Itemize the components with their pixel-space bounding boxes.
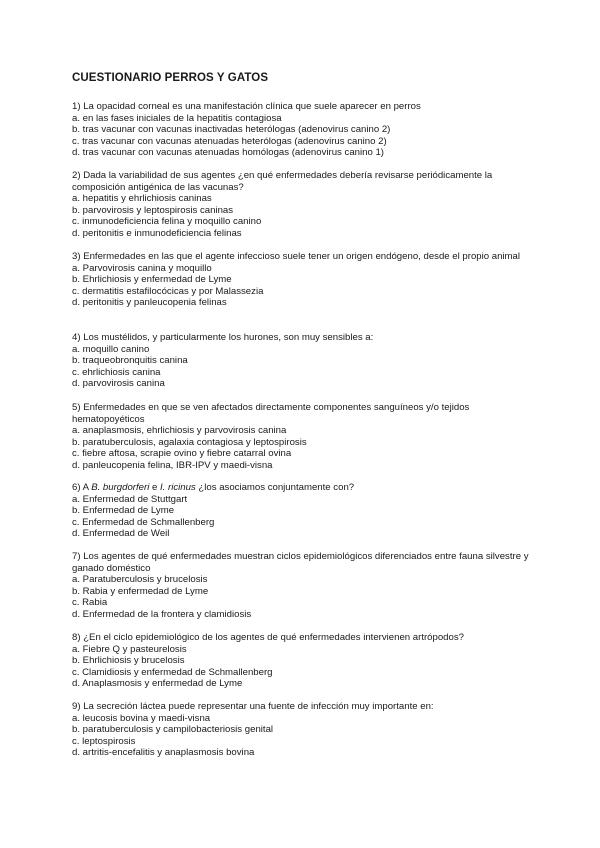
question-text-part: e — [149, 482, 160, 493]
page-title: CUESTIONARIO PERROS Y GATOS — [72, 72, 269, 84]
answer-option: b. Enfermedad de Lyme — [72, 505, 175, 517]
answer-option: d. peritonitis e inmunodeficiencia felinas — [72, 227, 242, 239]
answer-option: d. panleucopenia felina, IBR-IPV y maedi-visna — [72, 459, 273, 471]
question-text: 5) Enfermedades en que se ven afectados directamente componentes sanguíneos y/o tejidos hematopoyéticos — [72, 402, 470, 425]
answer-option: b. tras vacunar con vacunas inactivadas heterólogas (adenovirus canino 2) — [72, 124, 391, 136]
question-8 — [72, 632, 542, 690]
answer-option: d. artritis-encefalitis y anaplasmosis bovina — [72, 747, 255, 759]
answer-option: d. parvovirosis canina — [72, 378, 165, 390]
question-text-part: 6) A — [72, 482, 92, 493]
species-name-italic: I. ricinus — [160, 482, 196, 493]
answer-option: c. leptospirosis — [72, 735, 136, 747]
species-name-italic: B. burgdorferi — [91, 482, 150, 493]
answer-option: b. Ehrlichiosis y brucelosis — [72, 655, 185, 667]
answer-option: a. Fiebre Q y pasteurelosis — [72, 643, 187, 655]
answer-option: c. Enfermedad de Schmallenberg — [72, 516, 215, 528]
answer-option: a. Enfermedad de Stuttgart — [72, 493, 188, 505]
answer-option: b. Rabia y enfermedad de Lyme — [72, 585, 209, 597]
answer-option: a. Parvovirosis canina y moquillo — [72, 262, 212, 274]
answer-option: d. Anaplasmosis y enfermedad de Lyme — [72, 678, 243, 690]
answer-option: c. Rabia — [72, 597, 108, 609]
question-text: 7) Los agentes de qué enfermedades muestran ciclos epidemiológicos diferenciados entre fauna silvestre y ganado doméstico — [72, 551, 529, 574]
question-3 — [72, 251, 542, 309]
answer-option: d. peritonitis y panleucopenia felinas — [72, 297, 227, 309]
question-9 — [72, 701, 542, 759]
answer-option: d. tras vacunar con vacunas atenuadas homólogas (adenovirus canino 1) — [72, 147, 384, 159]
answer-option: c. tras vacunar con vacunas atenuadas heterólogas (adenovirus canino 2) — [72, 135, 387, 147]
question-text: 3) Enfermedades en las que el agente infeccioso suele tener un origen endógeno, desde el propio animal — [72, 251, 521, 262]
answer-option: c. dermatitis estafilocócicas y por Malassezia — [72, 285, 264, 297]
answer-option: b. traqueobronquitis canina — [72, 355, 188, 367]
answer-option: a. en las fases iniciales de la hepatitis contagiosa — [72, 112, 282, 124]
answer-option: b. parvovirosis y leptospirosis caninas — [72, 204, 234, 216]
answer-option: c. ehrlichiosis canina — [72, 366, 161, 378]
answer-option: d. Enfermedad de la frontera y clamidiosis — [72, 608, 252, 620]
question-1 — [72, 101, 542, 159]
question-text: 1) La opacidad corneal es una manifestación clínica que suele aparecer en perros — [72, 101, 421, 112]
answer-option: a. leucosis bovina y maedi-visna — [72, 712, 211, 724]
answer-option: c. Clamidiosis y enfermedad de Schmallenberg — [72, 666, 273, 678]
question-text: 4) Los mustélidos, y particularmente los hurones, son muy sensibles a: — [72, 332, 374, 343]
answer-option: c. fiebre aftosa, scrapie ovino y fiebre catarral ovina — [72, 448, 292, 460]
answer-option: d. Enfermedad de Weil — [72, 528, 170, 540]
answer-option: b. paratuberculosis, agalaxia contagiosa y leptospirosis — [72, 436, 307, 448]
question-text: 9) La secreción láctea puede representar una fuente de infección muy importante en: — [72, 701, 434, 712]
question-6 — [72, 482, 542, 540]
question-5 — [72, 402, 542, 472]
question-text: 8) ¿En el ciclo epidemiológico de los agentes de qué enfermedades intervienen artrópodos? — [72, 632, 464, 643]
answer-option: c. inmunodeficiencia felina y moquillo canino — [72, 216, 262, 228]
question-text — [72, 482, 542, 494]
answer-option: a. hepatitis y ehrlichiosis caninas — [72, 193, 212, 205]
question-7 — [72, 551, 542, 621]
question-text-part: ¿los asociamos conjuntamente con? — [195, 482, 355, 493]
answer-option: a. Paratuberculosis y brucelosis — [72, 574, 208, 586]
answer-option: b. paratuberculosis y campilobacteriosis genital — [72, 724, 274, 736]
question-2 — [72, 170, 542, 240]
answer-option: b. Ehrlichiosis y enfermedad de Lyme — [72, 274, 232, 286]
question-4 — [72, 332, 542, 390]
question-text: 2) Dada la variabilidad de sus agentes ¿en qué enfermedades debería revisarse periódicamente la composición antigénica de las vacunas? — [72, 170, 493, 193]
answer-option: a. moquillo canino — [72, 343, 150, 355]
answer-option: a. anaplasmosis, ehrlichiosis y parvovirosis canina — [72, 425, 287, 437]
